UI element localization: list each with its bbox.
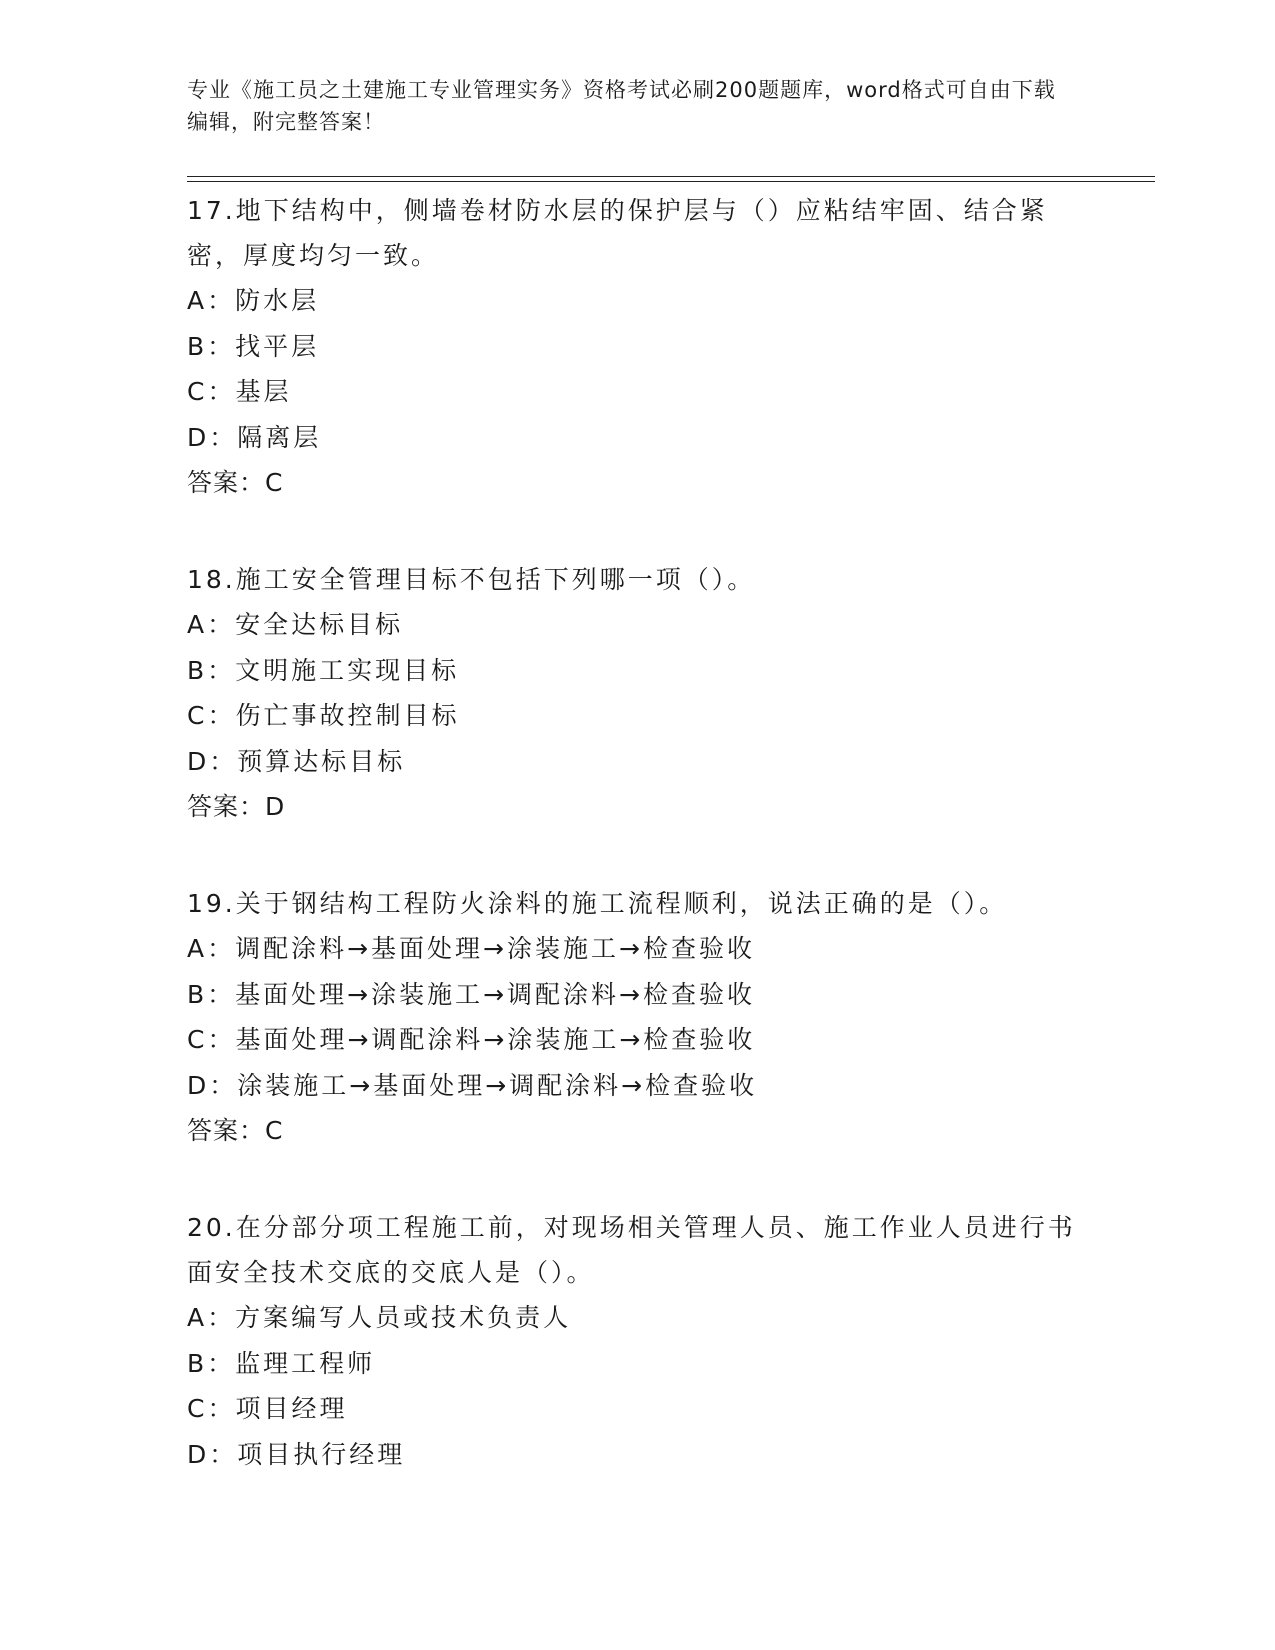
option-d: D：预算达标目标 xyxy=(187,746,406,776)
question-19 xyxy=(187,881,1087,1153)
option-c: C：伤亡事故控制目标 xyxy=(187,701,460,730)
answer-line: 答案：C xyxy=(187,1116,284,1145)
option-a: A：方案编写人员或技术负责人 xyxy=(187,1303,572,1332)
answer-line: 答案：D xyxy=(187,792,286,821)
option-c: C：基层 xyxy=(187,377,292,406)
option-b: B：找平层 xyxy=(187,331,320,361)
option-d: D：项目执行经理 xyxy=(187,1439,406,1469)
option-a: A：防水层 xyxy=(187,286,320,315)
option-d: D：涂装施工→基面处理→调配涂料→检查验收 xyxy=(187,1070,758,1100)
option-b: B：文明施工实现目标 xyxy=(187,655,460,685)
question-stem: 20.在分部分项工程施工前，对现场相关管理人员、施工作业人员进行书面安全技术交底的交底人是（）。 xyxy=(187,1213,1076,1287)
question-stem: 17.地下结构中，侧墙卷材防水层的保护层与（）应粘结牢固、结合紧密，厚度均匀一致。 xyxy=(187,196,1048,270)
option-b: B：监理工程师 xyxy=(187,1348,376,1378)
option-c: C：基面处理→调配涂料→涂装施工→检查验收 xyxy=(187,1025,756,1054)
question-18 xyxy=(187,557,1087,829)
option-c: C：项目经理 xyxy=(187,1394,348,1423)
question-stem: 19.关于钢结构工程防火涂料的施工流程顺利，说法正确的是（）。 xyxy=(187,889,1008,918)
option-a: A：调配涂料→基面处理→涂装施工→检查验收 xyxy=(187,934,755,963)
question-spacer xyxy=(187,829,1087,881)
question-list xyxy=(187,188,1087,1477)
question-17 xyxy=(187,188,1087,505)
question-20 xyxy=(187,1205,1087,1477)
header-divider-top xyxy=(187,176,1155,177)
question-spacer xyxy=(187,1153,1087,1205)
option-b: B：基面处理→涂装施工→调配涂料→检查验收 xyxy=(187,979,755,1009)
answer-line: 答案：C xyxy=(187,468,284,497)
header-divider-bottom xyxy=(187,181,1155,182)
document-header: 专业《施工员之土建施工专业管理实务》资格考试必刷200题题库，word格式可自由下载编辑，附完整答案！ xyxy=(187,78,1056,134)
question-stem: 18.施工安全管理目标不包括下列哪一项（）。 xyxy=(187,565,756,594)
option-a: A：安全达标目标 xyxy=(187,610,404,639)
question-spacer xyxy=(187,505,1087,557)
option-d: D：隔离层 xyxy=(187,422,322,452)
